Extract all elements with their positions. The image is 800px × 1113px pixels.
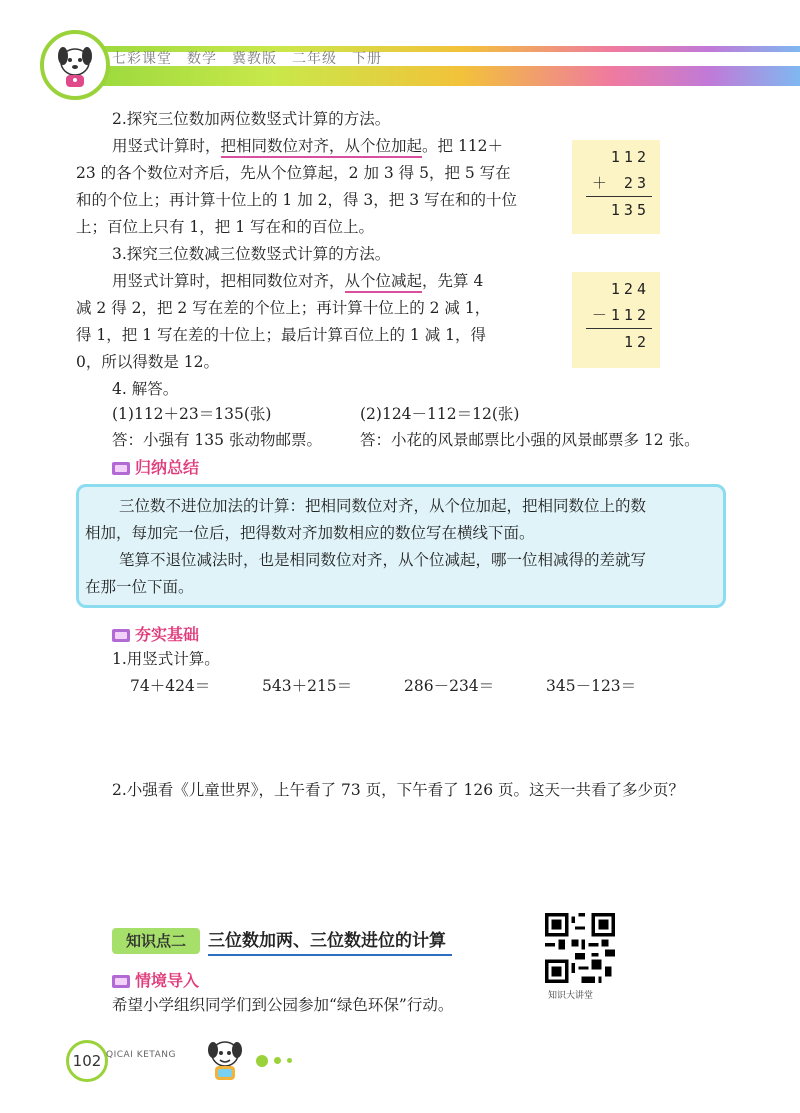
book-icon bbox=[112, 629, 130, 642]
dog-mascot-icon bbox=[198, 1034, 252, 1086]
calc-row-subtrahend: －112 bbox=[591, 306, 650, 324]
practice-expr-1: 74＋424＝ bbox=[130, 677, 211, 695]
knowledge-point-title: 三位数加两、三位数进位的计算 bbox=[208, 928, 452, 956]
section3-line1: 用竖式计算时，把相同数位对齐，从个位减起，先算 4 bbox=[112, 268, 483, 295]
calc-row-addend1: 112 bbox=[610, 148, 650, 166]
practice-expr-4: 345－123＝ bbox=[546, 677, 637, 695]
section2-heading: 2.探究三位数加两位数竖式计算的方法。 bbox=[112, 110, 391, 128]
summary-box bbox=[76, 484, 726, 608]
situation-title: 情境导入 bbox=[112, 968, 199, 991]
answer-eq-2: (2)124－112＝12(张) bbox=[360, 405, 520, 423]
dog-mascot-icon bbox=[44, 34, 106, 96]
practice-title: 夯实基础 bbox=[112, 622, 199, 645]
section2-line3: 和的个位上；再计算十位上的 1 加 2，得 3，把 3 写在和的十位 bbox=[76, 191, 518, 209]
calc-row-sum: 135 bbox=[610, 201, 650, 219]
mascot-logo bbox=[40, 30, 110, 100]
page-number: 102 bbox=[66, 1040, 108, 1082]
section2-line2: 23 的各个数位对齐后，先从个位算起，2 加 3 得 5，把 5 写在 bbox=[76, 164, 511, 182]
answer-text-2: 答：小花的风景邮票比小强的风景邮票多 12 张。 bbox=[360, 431, 700, 449]
book-icon bbox=[112, 975, 130, 988]
section4-heading: 4. 解答。 bbox=[112, 380, 179, 398]
subtraction-vertical-calc bbox=[572, 272, 660, 368]
header-title: 七彩课堂 数学 冀教版 二年级 下册 bbox=[112, 51, 382, 67]
summary-line4: 在那一位下面。 bbox=[85, 578, 194, 596]
summary-title: 归纳总结 bbox=[112, 455, 199, 478]
summary-line2: 相加，每加完一位后，把得数对齐加数相应的数位写在横线下面。 bbox=[85, 524, 535, 542]
calc-row-addend2: ＋ 23 bbox=[591, 174, 650, 192]
calc-row-difference: 12 bbox=[623, 333, 650, 351]
section2-line4: 上；百位上只有 1，把 1 写在和的百位上。 bbox=[76, 218, 375, 236]
practice-q1: 1.用竖式计算。 bbox=[112, 650, 220, 668]
book-icon bbox=[112, 462, 130, 475]
practice-expr-3: 286－234＝ bbox=[404, 677, 495, 695]
addition-vertical-calc bbox=[572, 140, 660, 234]
footer-brand: QICAI KETANG bbox=[106, 1050, 176, 1060]
qr-caption: 知识大讲堂 bbox=[548, 991, 594, 1001]
knowledge-point-badge: 知识点二 bbox=[112, 928, 200, 954]
section3-line2: 减 2 得 2，把 2 写在差的个位上；再计算十位上的 2 减 1， bbox=[76, 299, 491, 317]
calc-row-minuend: 124 bbox=[610, 280, 650, 298]
qr-code-icon[interactable] bbox=[545, 913, 615, 983]
summary-line1: 三位数不进位加法的计算：把相同数位对齐，从个位加起，把相同数位上的数 bbox=[119, 497, 647, 515]
section3-heading: 3.探究三位数减三位数竖式计算的方法。 bbox=[112, 245, 391, 263]
answer-eq-1: (1)112＋23＝135(张) bbox=[112, 405, 272, 423]
practice-q2: 2.小强看《儿童世界》，上午看了 73 页，下午看了 126 页。这天一共看了多少页？ bbox=[112, 781, 685, 799]
answer-text-1: 答：小强有 135 张动物邮票。 bbox=[112, 431, 322, 449]
section3-line4: 0，所以得数是 12。 bbox=[76, 353, 220, 371]
summary-line3: 笔算不退位减法时，也是相同数位对齐，从个位减起，哪一位相减得的差就写 bbox=[119, 551, 647, 569]
practice-expr-2: 543＋215＝ bbox=[262, 677, 353, 695]
section2-line1: 用竖式计算时，把相同数位对齐，从个位加起。把 112＋ bbox=[112, 133, 503, 160]
footer-dots bbox=[256, 1050, 298, 1069]
section3-line3: 得 1，把 1 写在差的十位上；最后计算百位上的 1 减 1，得 bbox=[76, 326, 487, 344]
situation-text: 希望小学组织同学们到公园参加“绿色环保”行动。 bbox=[112, 996, 454, 1014]
